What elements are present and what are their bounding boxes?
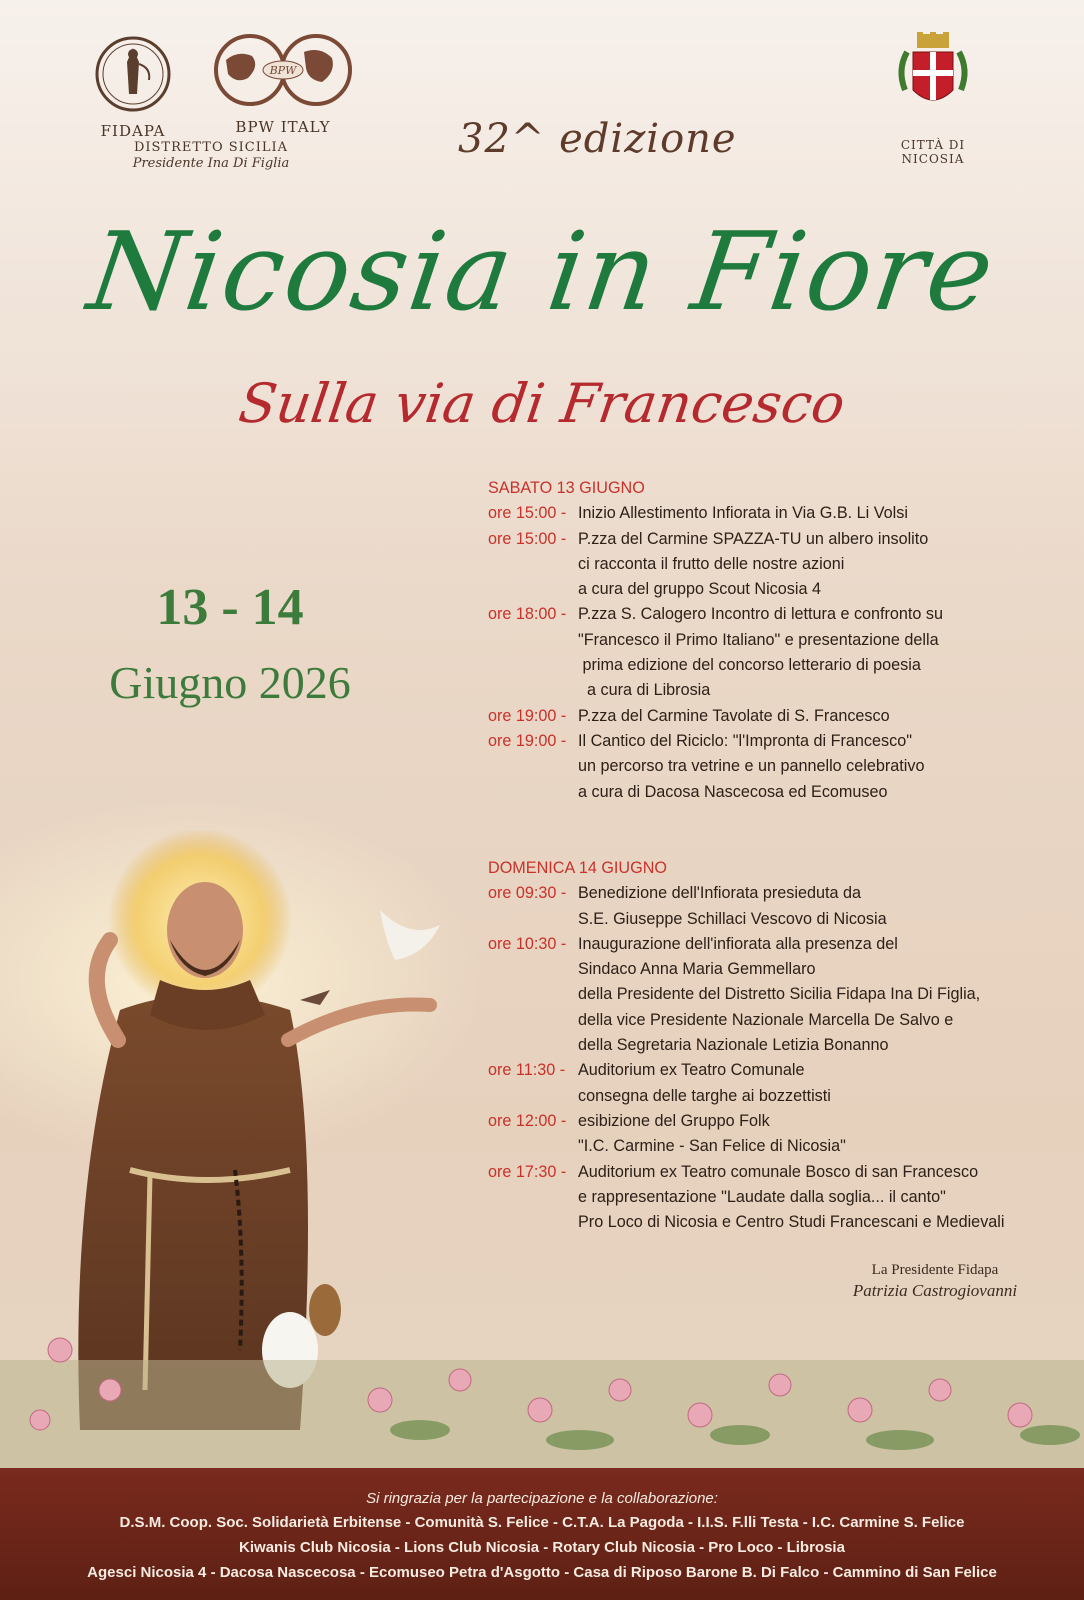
bpw-emblem-text: BPW — [269, 64, 297, 77]
fidapa-subtitle — [126, 140, 296, 172]
entry-description: Auditorium ex Teatro Comunale consegna delle targhe ai bozzettisti — [578, 1061, 831, 1105]
sponsor-line: Agesci Nicosia 4 - Dacosa Nascecosa - Ecomuseo Petra d'Asgotto - Casa di Riposo Barone B. Di Falco - Cammino di San Felice — [87, 1564, 997, 1581]
subtitle: Sulla via di Francesco — [235, 372, 849, 435]
entry-description: P.zza S. Calogero Incontro di lettura e confronto su "Francesco il Primo Italiano" e presentazione della prima edizione del concorso letterario di poesia a cura di Librosia — [578, 605, 944, 700]
city-crest-icon — [893, 30, 973, 130]
entry-description: Inaugurazione dell'infiorata alla presenza del Sindaco Anna Maria Gemmellaro della Presidente del Distretto Sicilia Fidapa Ina Di Figlia, della vice Presidente Nazionale Marcella De Salvo e della Segretaria Nazionale Letizia Bonanno — [578, 934, 981, 1055]
footer-thanks — [0, 1468, 1084, 1600]
fidapa-president: Presidente Ina Di Figlia — [132, 156, 290, 171]
program-entry — [488, 1160, 1004, 1236]
entry-description: P.zza del Carmine SPAZZA-TU un albero insolito ci racconta il frutto delle nostre azioni a cura del gruppo Scout Nicosia 4 — [578, 529, 929, 599]
flower-band-decoration — [0, 1300, 1084, 1470]
entry-description: Auditorium ex Teatro comunale Bosco di san Francesco e rappresentazione "Laudate dalla soglia... il canto" Pro Loco di Nicosia e Centro Studi Francescani e Medievali — [578, 1162, 1005, 1232]
signature-name: Patrizia Castrogiovanni — [852, 1281, 1018, 1300]
event-days: 13 - 14 — [156, 579, 304, 636]
bpw-logo — [208, 30, 358, 136]
program-entry — [488, 1109, 1004, 1160]
entry-time: ore 18:00 - — [488, 605, 571, 624]
program-entry — [488, 527, 943, 603]
bpw-name: BPW ITALY — [235, 118, 331, 136]
city-name: CITTÀ DI NICOSIA — [900, 138, 966, 166]
program-entry — [488, 881, 1004, 932]
program-entry — [488, 729, 943, 805]
entry-time: ore 17:30 - — [488, 1162, 571, 1181]
entry-time: ore 10:30 - — [488, 934, 571, 953]
entry-time: ore 19:00 - — [488, 706, 571, 725]
program-entry — [488, 501, 943, 526]
fidapa-name: FIDAPA — [100, 122, 166, 140]
entry-description: Inizio Allestimento Infiorata in Via G.B. Li Volsi — [578, 504, 908, 523]
program-saturday — [488, 476, 943, 805]
entry-time: ore 15:00 - — [488, 504, 571, 523]
entry-time: ore 19:00 - — [488, 731, 571, 750]
signature-block — [830, 1260, 1040, 1302]
signature-role: La Presidente Fidapa — [871, 1262, 999, 1278]
main-title: Nicosia in Fiore — [81, 210, 1003, 335]
entry-time: ore 09:30 - — [488, 884, 571, 903]
entry-description: Il Cantico del Riciclo: "l'Impronta di Francesco" un percorso tra vetrine e un pannello celebrativo a cura di Dacosa Nascecosa ed Ecomuseo — [578, 731, 925, 801]
entry-time: ore 15:00 - — [488, 529, 571, 548]
fidapa-emblem-icon — [93, 34, 173, 114]
entry-time: ore 12:00 - — [488, 1111, 571, 1130]
program-entry — [488, 1058, 1004, 1109]
program-sunday — [488, 856, 1004, 1235]
sponsor-line: D.S.M. Coop. Soc. Solidarietà Erbitense - Comunità S. Felice - C.T.A. La Pagoda - I.I.S. F.lli Testa - I.C. Carmine S. Felice — [119, 1514, 965, 1531]
entry-description: Benedizione dell'Infiorata presieduta da S.E. Giuseppe Schillaci Vescovo di Nicosia — [578, 884, 887, 928]
nicosia-crest — [868, 30, 998, 166]
entry-time: ore 11:30 - — [488, 1061, 570, 1080]
bpw-globes-icon — [208, 30, 358, 110]
thanks-line: Si ringrazia per la partecipazione e la collaborazione: — [366, 1490, 718, 1507]
edition-label: 32^ edizione — [458, 116, 737, 162]
entry-description: esibizione del Gruppo Folk "I.C. Carmine - San Felice di Nicosia" — [578, 1111, 846, 1156]
program-entry — [488, 704, 943, 729]
face-shape — [167, 882, 243, 978]
saturday-heading: SABATO 13 GIUGNO — [488, 479, 645, 497]
sponsor-line: Kiwanis Club Nicosia - Lions Club Nicosia - Rotary Club Nicosia - Pro Loco - Librosia — [239, 1539, 845, 1556]
entry-description: P.zza del Carmine Tavolate di S. Francesco — [578, 706, 890, 725]
event-month-year: Giugno 2026 — [109, 657, 351, 708]
bird-icon — [300, 990, 330, 1005]
sunday-heading: DOMENICA 14 GIUGNO — [488, 859, 667, 877]
fidapa-district: DISTRETTO SICILIA — [133, 140, 289, 155]
fidapa-logo — [88, 34, 178, 140]
program-entry — [488, 602, 943, 703]
program-entry — [488, 932, 1004, 1058]
dove-icon — [380, 910, 440, 960]
